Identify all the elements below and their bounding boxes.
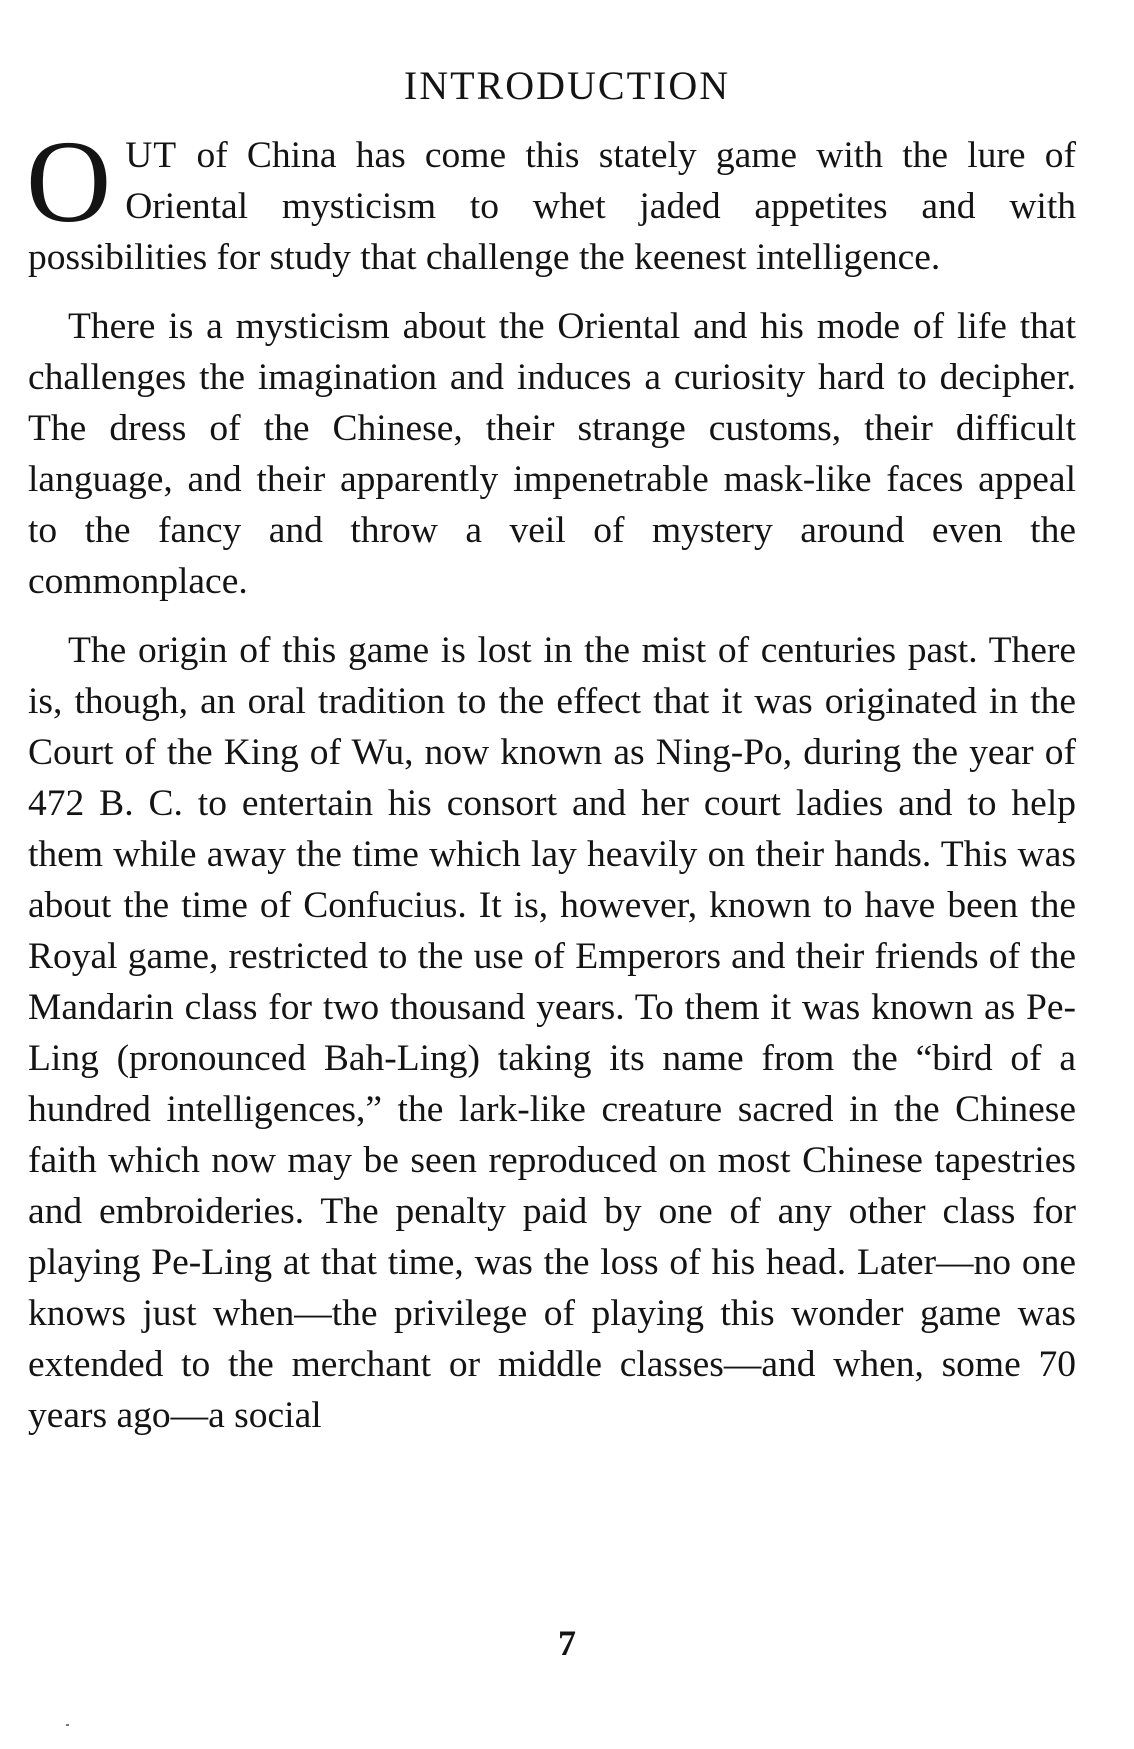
drop-cap: O xyxy=(26,116,112,247)
body-text xyxy=(26,116,1076,1441)
lead-in-caps: UT xyxy=(125,135,178,176)
paragraph-1 xyxy=(26,116,1076,283)
paragraph-1-text: of China has come this stately game with the lure of Oriental mysticism to whet jaded appetites and with possibilities for study that challenge the keenest intelligence. xyxy=(28,135,1076,278)
chapter-heading: INTRODUCTION xyxy=(403,63,731,108)
print-speck xyxy=(66,1724,69,1726)
paragraph-2: There is a mysticism about the Oriental and his mode of life that challenges the imagination and induces a curiosity hard to decipher. The dress of the Chinese, their strange customs, their difficult language, and their apparently impenetrable mask-like faces appeal to the fancy and throw a veil of mystery around even the commonplace. xyxy=(28,306,1076,602)
paragraph-3: The origin of this game is lost in the mist of centuries past. There is, though, an oral tradition to the effect that it was originated in the Court of the King of Wu, now known as Ning-Po, during the year of 472 B. C. to entertain his consort and her court ladies and to help them while away the time which lay heavily on their hands. This was about the time of Confucius. It is, however, known to have been the Royal game, restricted to the use of Emperors and their friends of the Mandarin class for two thousand years. To them it was known as Pe-Ling (pronounced Bah-Ling) taking its name from the “bird of a hundred intelligences,” the lark-like creature sacred in the Chinese faith which now may be seen reproduced on most Chinese tapestries and embroideries. The penalty paid by one of any other class for playing Pe-Ling at that time, was the loss of his head. Later—no one knows just when—the privilege of playing this wonder game was extended to the merchant or middle classes—and when, some 70 years ago—a social xyxy=(28,630,1076,1436)
page-number: 7 xyxy=(558,1623,576,1663)
